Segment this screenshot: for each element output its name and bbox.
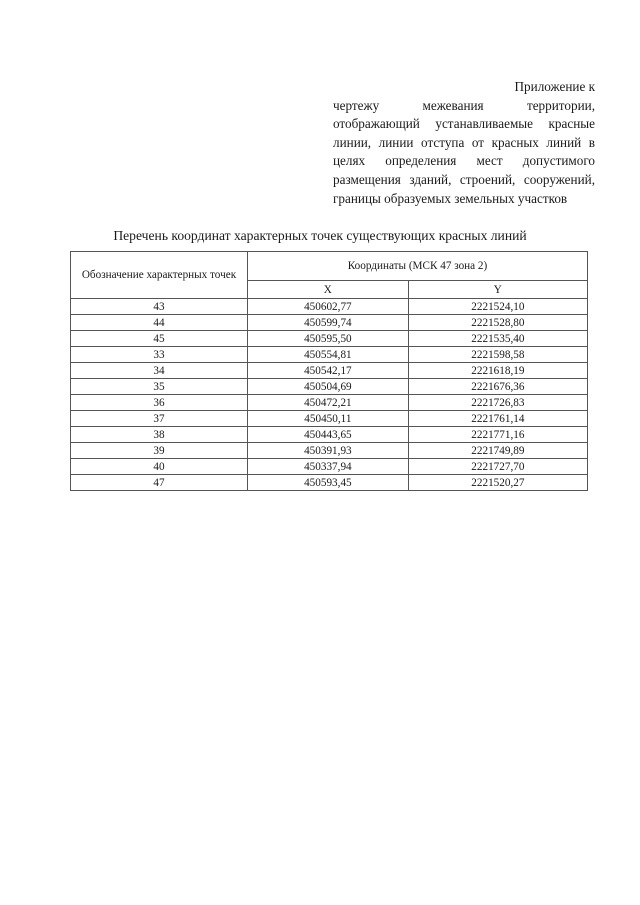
table-row bbox=[71, 347, 588, 363]
table-row bbox=[71, 475, 588, 491]
table-row bbox=[71, 379, 588, 395]
point-column-header: Обозначение характерных точек bbox=[71, 252, 248, 299]
table-title: Перечень координат характерных точек существующих красных линий bbox=[113, 228, 527, 243]
y-cell: 2221618,19 bbox=[408, 363, 587, 379]
point-cell: 38 bbox=[71, 427, 248, 443]
appendix-heading: Приложение к bbox=[514, 79, 595, 94]
table-row bbox=[71, 411, 588, 427]
y-cell: 2221524,10 bbox=[408, 299, 587, 315]
x-cell: 450599,74 bbox=[248, 315, 409, 331]
table-row bbox=[71, 363, 588, 379]
point-cell: 39 bbox=[71, 443, 248, 459]
x-cell: 450391,93 bbox=[248, 443, 409, 459]
appendix-note bbox=[333, 78, 595, 208]
x-cell: 450472,21 bbox=[248, 395, 409, 411]
coordinates-header: Координаты (МСК 47 зона 2) bbox=[248, 252, 588, 281]
coordinates-table bbox=[70, 251, 588, 491]
table-row bbox=[71, 427, 588, 443]
y-cell: 2221749,89 bbox=[408, 443, 587, 459]
x-cell: 450337,94 bbox=[248, 459, 409, 475]
y-cell: 2221771,16 bbox=[408, 427, 587, 443]
table-row bbox=[71, 395, 588, 411]
x-cell: 450450,11 bbox=[248, 411, 409, 427]
point-cell: 36 bbox=[71, 395, 248, 411]
point-cell: 43 bbox=[71, 299, 248, 315]
y-cell: 2221727,70 bbox=[408, 459, 587, 475]
x-cell: 450593,45 bbox=[248, 475, 409, 491]
y-cell: 2221520,27 bbox=[408, 475, 587, 491]
x-cell: 450554,81 bbox=[248, 347, 409, 363]
y-cell: 2221535,40 bbox=[408, 331, 587, 347]
point-cell: 47 bbox=[71, 475, 248, 491]
y-cell: 2221761,14 bbox=[408, 411, 587, 427]
y-cell: 2221676,36 bbox=[408, 379, 587, 395]
point-cell: 44 bbox=[71, 315, 248, 331]
point-cell: 34 bbox=[71, 363, 248, 379]
x-cell: 450542,17 bbox=[248, 363, 409, 379]
point-cell: 37 bbox=[71, 411, 248, 427]
table-row bbox=[71, 299, 588, 315]
x-cell: 450443,65 bbox=[248, 427, 409, 443]
point-cell: 40 bbox=[71, 459, 248, 475]
table-row bbox=[71, 443, 588, 459]
x-cell: 450504,69 bbox=[248, 379, 409, 395]
point-cell: 35 bbox=[71, 379, 248, 395]
y-cell: 2221528,80 bbox=[408, 315, 587, 331]
y-cell: 2221598,58 bbox=[408, 347, 587, 363]
x-cell: 450602,77 bbox=[248, 299, 409, 315]
x-column-header: X bbox=[248, 281, 409, 299]
appendix-text: чертежу межевания территории, отображающий устанавливаемые красные линии, линии отступа от красных линий в целях определения мест допустимого размещения зданий, строений, сооружений, границы образуемых земельных участков bbox=[333, 97, 595, 206]
point-cell: 45 bbox=[71, 331, 248, 347]
y-column-header: Y bbox=[408, 281, 587, 299]
y-cell: 2221726,83 bbox=[408, 395, 587, 411]
table-row bbox=[71, 315, 588, 331]
table-row bbox=[71, 459, 588, 475]
point-cell: 33 bbox=[71, 347, 248, 363]
table-row bbox=[71, 331, 588, 347]
x-cell: 450595,50 bbox=[248, 331, 409, 347]
